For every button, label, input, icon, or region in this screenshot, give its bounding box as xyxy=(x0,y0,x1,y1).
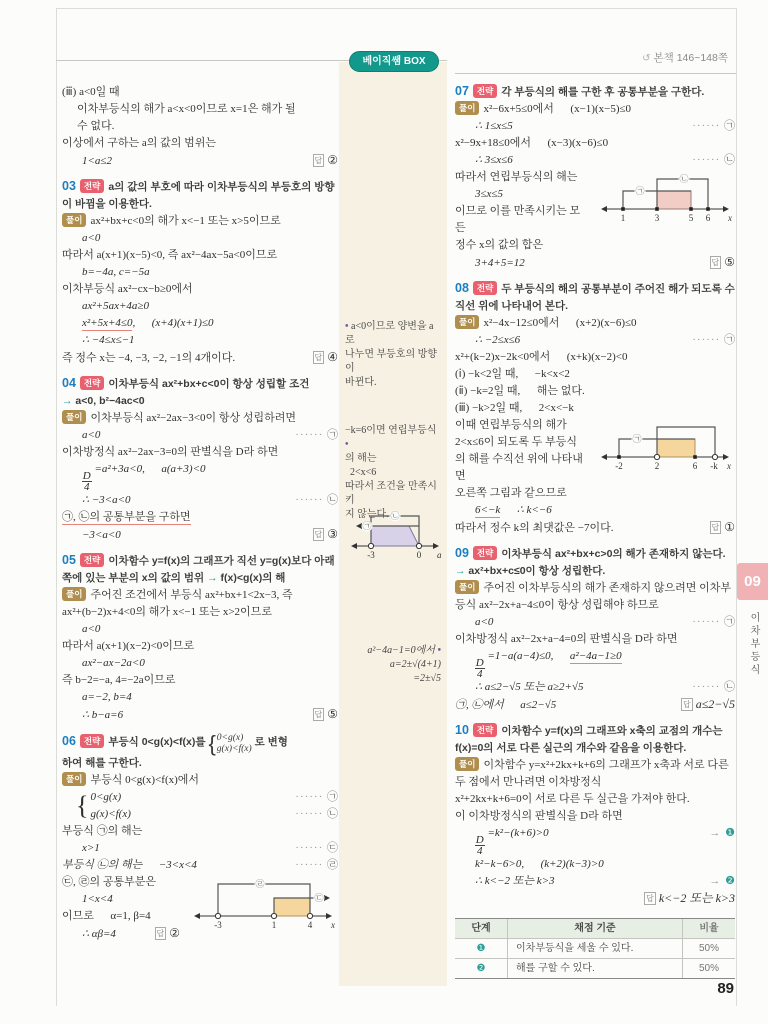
margin-note: a²−4a−1=0에서 • a=2±√(4+1) =2±√5 xyxy=(367,645,441,684)
spacer xyxy=(455,714,735,723)
text-line: 2<x≤6이 되도록 두 부등식 xyxy=(455,436,577,448)
problem-start xyxy=(62,553,338,587)
formula-line: a<0 xyxy=(82,232,101,244)
text-line: 이차방정식 ax²−2x+a−4=0의 판별식을 D라 하면 xyxy=(455,633,678,645)
answer-mark: 답 xyxy=(711,258,720,267)
book-page-ref xyxy=(642,50,728,65)
answer-line: −3<a<0 답 ③ xyxy=(82,527,338,541)
problem-start xyxy=(62,179,338,213)
reference-mark: ㉠ xyxy=(724,120,735,132)
text-line: x²−9x+18≤0에서 (x−3)(x−6)≤0 xyxy=(455,137,609,149)
header-rule-right xyxy=(455,73,736,74)
strategy-text: 이차함수 y=f(x)의 그래프와 x축의 교점의 개수는 f(x)=0의 서로 다른 실근의 개수와 같음을 이용한다. xyxy=(455,725,726,754)
formula-line: ∴ −4≤x≤−1 xyxy=(82,334,135,346)
problem-start xyxy=(455,546,735,580)
solutions-column-left xyxy=(62,84,338,943)
problem-start xyxy=(62,376,338,393)
answer-line: 즉 정수 x는 −4, −3, −2, −1의 4개이다. 답 ④ xyxy=(62,350,338,364)
reference-line: ∴ 3≤x≤6 ······ ㉡ xyxy=(475,154,735,166)
answer-mark: 답 xyxy=(314,156,323,165)
book-ref-text: 본책 146~148쪽 xyxy=(653,52,728,64)
solution-badge: 풀이 xyxy=(62,772,86,786)
numberline-diagram-d07 xyxy=(595,169,735,231)
answer-line: 따라서 정수 k의 최댓값은 −7이다. 답 ① xyxy=(455,520,735,534)
strategy-text: 이차함수 y=f(x)의 그래프가 직선 y=g(x)보다 아래쪽에 있는 부분의 x의 값의 범위 → f(x)<g(x)의 해 xyxy=(62,555,335,584)
text-line: 이차부등식 ax²−cx−b≥0에서 xyxy=(62,283,193,295)
strategy-text: 이차부등식 ax²+bx+c<0이 항상 성립할 조건 xyxy=(108,378,310,390)
solution-badge: 풀이 xyxy=(455,757,479,771)
problem-number: 03 xyxy=(62,179,76,193)
problem-start xyxy=(455,84,735,101)
reference-mark: ❷ xyxy=(725,875,735,887)
problem-start xyxy=(455,281,735,315)
text-line: 부등식 ㉠의 해는 xyxy=(62,825,143,837)
grading-row: ❶ 이차부등식을 세울 수 있다. 50% xyxy=(455,938,735,958)
text-line: 이차방정식 ax²−2ax−3=0의 판별식을 D라 하면 xyxy=(62,446,279,458)
formula-line: 1<x<4 xyxy=(82,893,113,905)
formula-line: k²−k−6>0, (k+2)(k−3)>0 xyxy=(475,858,604,870)
svg-text:4: 4 xyxy=(307,920,313,930)
book-ref-icon: ↺ xyxy=(642,53,651,64)
text-line: 이상에서 구하는 a의 값의 범위는 xyxy=(62,137,217,149)
reference-mark: ㉢ xyxy=(327,842,338,854)
margin-diagram xyxy=(345,508,441,565)
formula-line: a=−2, b=4 xyxy=(82,691,132,703)
inequality-system: { 0<g(x) ······ ㉠ g(x)<f(x) ······ ㉡ xyxy=(76,791,338,820)
spacer xyxy=(455,537,735,546)
answer-line: 1<a≤2 답 ② xyxy=(82,153,338,167)
solution-start: 풀이 이차부등식 ax²−2ax−3<0이 항상 성립하려면 xyxy=(62,410,338,427)
problem-number: 05 xyxy=(62,553,76,567)
text-line: → a<0, b²−4ac<0 xyxy=(62,395,145,407)
frame-left-rule xyxy=(56,8,57,1006)
text-line: 따라서 a(x+1)(x−2)<0이므로 xyxy=(62,640,195,652)
grading-table: 단계 채점 기준 비율 ❶ 이차부등식을 세울 수 있다. 50% ❷ 해를 구할 수 있다. 50% xyxy=(455,918,735,979)
numberline-diagram-d08 xyxy=(595,417,735,479)
svg-text:㉡: ㉡ xyxy=(679,174,689,184)
reference-mark: ㉠ xyxy=(327,429,338,441)
solution-start: 풀이 주어진 조건에서 부등식 ax²+bx+1<2x−3, 즉 xyxy=(62,587,338,604)
strategy-badge: 전략 xyxy=(80,179,104,193)
strategy-badge: 전략 xyxy=(80,553,104,567)
text-line: x²+(k−2)x−2k<0에서 (x+k)(x−2)<0 xyxy=(455,351,628,363)
text-line: 즉 b−2=−a, 4=−2a이므로 xyxy=(62,674,176,686)
reference-line: a<0 ······ ㉠ xyxy=(475,616,735,628)
text-line: 따라서 연립부등식의 해는 xyxy=(455,171,578,183)
text-line: 수 없다. xyxy=(77,120,115,132)
solution-start: 풀이 이차함수 y=x²+2kx+k+6의 그래프가 x축과 서로 다른 두 점에서 만나려면 이차방정식 xyxy=(455,759,732,788)
svg-text:㉡: ㉡ xyxy=(390,511,400,521)
solution-start: 풀이 x²−4x−12≤0에서 (x+2)(x−6)≤0 xyxy=(455,315,735,332)
solution-badge: 풀이 xyxy=(455,101,479,115)
solution-start: 풀이 주어진 이차부등식의 해가 존재하지 않으려면 이차부등식 ax²−2x+a−4≤0이 항상 성립해야 하므로 xyxy=(455,582,731,611)
answer-mark: 답 xyxy=(156,929,165,938)
fraction: $\frac{D}{4}$ xyxy=(475,657,484,680)
strategy-text: 각 부등식의 해를 구한 후 공통부분을 구한다. xyxy=(501,86,705,98)
svg-text:-3: -3 xyxy=(367,550,375,560)
svg-text:6: 6 xyxy=(705,213,711,223)
reference-mark: ㉣ xyxy=(327,859,338,871)
formula-line: ax²−ax−2a<0 xyxy=(82,657,145,669)
strategy-badge: 전략 xyxy=(80,734,104,748)
reference-line: 부등식 ㉡의 해는 −3<x<4 ······ ㉣ xyxy=(62,859,338,871)
svg-text:2: 2 xyxy=(654,461,660,471)
grading-row: ❷ 해를 구할 수 있다. 50% xyxy=(455,958,735,978)
chapter-number: 09 xyxy=(737,563,768,600)
formula-line: b=−4a, c=−5a xyxy=(82,266,150,278)
text-line: x²+2kx+k+6=0이 서로 다른 두 실근을 가져야 한다. xyxy=(455,793,690,805)
svg-text:x: x xyxy=(331,920,335,930)
svg-text:㉠: ㉠ xyxy=(362,521,372,531)
reference-line: x>1 ······ ㉢ xyxy=(82,842,338,854)
formula-line: $\frac{D}{4}$ =a²+3a<0, a(a+3)<0 xyxy=(82,463,206,493)
reference-mark: ㉡ xyxy=(724,154,735,166)
strategy-badge: 전략 xyxy=(473,546,497,560)
text-line: 의 해를 수직선 위에 나타내면 xyxy=(455,453,583,482)
chapter-title: 이차부등식 xyxy=(748,612,759,677)
svg-text:3: 3 xyxy=(654,213,660,223)
text-line: ㉢, ㉣의 공통부분은 xyxy=(62,876,157,888)
svg-text:0: 0 xyxy=(416,550,422,560)
text-line: 정수 x의 값의 합은 xyxy=(455,239,544,251)
margin-note: • a<0이므로 양변을 a로 나누면 부등호의 방향이 바뀐다. xyxy=(345,321,437,388)
answer-mark: 답 xyxy=(314,530,323,539)
problem-number: 04 xyxy=(62,376,76,390)
text-line: ax²+(b−2)x+4<0의 해가 x<−1 또는 x>2이므로 xyxy=(62,606,272,618)
svg-text:x: x xyxy=(728,213,732,223)
answer-line: ∴ αβ=4 답 ② xyxy=(82,926,180,940)
svg-text:x: x xyxy=(727,461,731,471)
problem-start xyxy=(62,733,338,755)
problem-number: 08 xyxy=(455,281,469,295)
reference-line: $\frac{D}{4}$ =k²−(k+6)>0 → ❶ xyxy=(475,827,735,857)
svg-text:㉣: ㉣ xyxy=(255,879,265,889)
svg-text:㉠: ㉠ xyxy=(635,186,645,196)
reference-mark: ❶ xyxy=(725,827,735,839)
chapter-tab xyxy=(737,563,768,692)
svg-text:1: 1 xyxy=(271,920,277,930)
text-line: 이때 연립부등식의 해가 xyxy=(455,419,567,431)
text-line: 이므로 이를 만족시키는 모든 xyxy=(455,205,581,234)
strategy-badge: 전략 xyxy=(473,84,497,98)
answer-line: ∴ b−a=6 답 ⑤ xyxy=(82,707,338,721)
spacer xyxy=(62,544,338,553)
text-line: (ⅲ) −k>2일 때, 2<x<−k xyxy=(455,402,574,414)
numberline-diagram-d06 xyxy=(188,874,338,938)
text-line: ㉠, ㉡의 공통부분을 구하면 xyxy=(62,511,191,523)
solution-badge: 풀이 xyxy=(62,587,86,601)
problem-number: 06 xyxy=(62,734,76,748)
page-number: 89 xyxy=(717,980,734,997)
svg-text:5: 5 xyxy=(688,213,694,223)
formula-line: x²+5x+4≤0, (x+4)(x+1)≤0 xyxy=(82,317,214,329)
text-line: (ⅱ) −k=2일 때, 해는 없다. xyxy=(455,385,585,397)
reference-line: ∴ a≤2−√5 또는 a≥2+√5 ······ ㉡ xyxy=(475,681,735,693)
problem-number: 09 xyxy=(455,546,469,560)
svg-text:-k: -k xyxy=(710,461,718,471)
spacer xyxy=(455,272,735,281)
answer-line: 답 k<−2 또는 k>3 xyxy=(646,891,735,905)
strategy-badge: 전략 xyxy=(473,723,497,737)
solution-start: 풀이 ax²+bx+c<0의 해가 x<−1 또는 x>5이므로 xyxy=(62,213,338,230)
reference-mark: ㉡ xyxy=(327,494,338,506)
text-line: (ⅰ) −k<2일 때, −k<x<2 xyxy=(455,368,570,380)
formula-line: 6<−k ∴ k<−6 xyxy=(475,504,552,516)
solution-badge: 풀이 xyxy=(455,580,479,594)
strategy-text: a의 값의 부호에 따라 이차부등식의 부등호의 방향이 바뀜을 이용한다. xyxy=(62,181,335,210)
reference-line: ∴ −2≤x≤6 ······ ㉠ xyxy=(475,334,735,346)
box-badge-label: 베이직쌤 BOX xyxy=(362,56,426,67)
svg-text:-2: -2 xyxy=(615,461,623,471)
formula-line: ax²+5ax+4a≥0 xyxy=(82,300,149,312)
svg-text:-3: -3 xyxy=(214,920,222,930)
answer-mark: 답 xyxy=(711,523,720,532)
problem-number: 10 xyxy=(455,723,469,737)
strategy-text: 이차부등식 ax²+bx+c>0의 해가 존재하지 않는다. → ax²+bx+c≤0이 항상 성립한다. xyxy=(455,548,729,577)
text-line: 이므로 α=1, β=4 xyxy=(62,910,151,922)
reference-line: ∴ k<−2 또는 k>3 → ❷ xyxy=(475,875,735,887)
problem-start xyxy=(455,723,735,757)
reference-mark: ㉠ xyxy=(724,334,735,346)
solution-badge: 풀이 xyxy=(62,213,86,227)
fraction: $\frac{D}{4}$ xyxy=(475,834,484,857)
inline-system: { 0<g(x) g(x)<f(x) xyxy=(208,731,252,756)
strategy-text: 두 부등식의 해의 공통부분이 주어진 해가 되도록 수직선 위에 나타내어 본다. xyxy=(455,283,735,312)
reference-line: a<0 ······ ㉠ xyxy=(82,429,338,441)
basic-teacher-box-badge xyxy=(349,51,439,72)
answer-mark: 답 xyxy=(682,700,691,709)
annotation-strip xyxy=(339,62,447,986)
solution-badge: 풀이 xyxy=(62,410,86,424)
text-line: 이 이차방정식의 판별식을 D라 하면 xyxy=(455,810,623,822)
strategy-badge: 전략 xyxy=(473,281,497,295)
solution-start: 풀이 부등식 0<g(x)<f(x)에서 xyxy=(62,772,338,789)
answer-mark: 답 xyxy=(314,710,323,719)
frame-right-rule xyxy=(736,8,737,1006)
formula-line: 3≤x≤5 xyxy=(475,188,503,200)
answer-line: ㉠, ㉡에서 a≤2−√5 답 a≤2−√5 xyxy=(455,697,735,711)
text-line: 따라서 a(x+1)(x−5)<0, 즉 ax²−4ax−5a<0이므로 xyxy=(62,249,278,261)
solution-start: 풀이 x²−6x+5≤0에서 (x−1)(x−5)≤0 xyxy=(455,101,735,118)
reference-mark: ㉠ xyxy=(724,616,735,628)
strategy-text: 부등식 0<g(x)<f(x)를 { 0<g(x) g(x)<f(x) 로 변형 xyxy=(108,731,288,756)
text-line: 이차부등식의 해가 a<x<0이므로 x=1은 해가 될 xyxy=(77,103,296,115)
fraction: $\frac{D}{4}$ xyxy=(82,470,91,493)
spacer xyxy=(62,170,338,179)
answer-line: 3+4+5=12 답 ⑤ xyxy=(475,255,735,269)
formula-line: $\frac{D}{4}$ =1−a(a−4)≤0, a²−4a−1≥0 xyxy=(475,650,622,680)
reference-mark: ㉡ xyxy=(724,681,735,693)
frame-top-rule xyxy=(56,8,736,9)
text-line: 하여 해를 구한다. xyxy=(62,757,142,769)
formula-line: a<0 xyxy=(82,623,101,635)
text-line: 오른쪽 그림과 같으므로 xyxy=(455,487,567,499)
strategy-badge: 전략 xyxy=(80,376,104,390)
svg-text:6: 6 xyxy=(692,461,698,471)
svg-text:1: 1 xyxy=(620,213,626,223)
solutions-column-right xyxy=(455,84,735,979)
spacer xyxy=(62,724,338,733)
reference-line: ∴ −3<a<0 ······ ㉡ xyxy=(82,494,338,506)
text-line: (ⅲ) a<0일 때 xyxy=(62,86,120,98)
svg-text:㉠: ㉠ xyxy=(632,434,642,444)
spacer xyxy=(62,367,338,376)
solution-badge: 풀이 xyxy=(455,315,479,329)
reference-line: ∴ 1≤x≤5 ······ ㉠ xyxy=(475,120,735,132)
svg-text:a: a xyxy=(437,550,442,560)
margin-note: −k=6이면 연립부등식 • 의 해는 2<x<6 따라서 조건을 만족시키 지 않는다. xyxy=(345,425,439,520)
problem-number: 07 xyxy=(455,84,469,98)
answer-mark: 답 xyxy=(314,353,323,362)
answer-mark: 답 xyxy=(646,894,654,903)
svg-text:㉢: ㉢ xyxy=(314,893,324,903)
